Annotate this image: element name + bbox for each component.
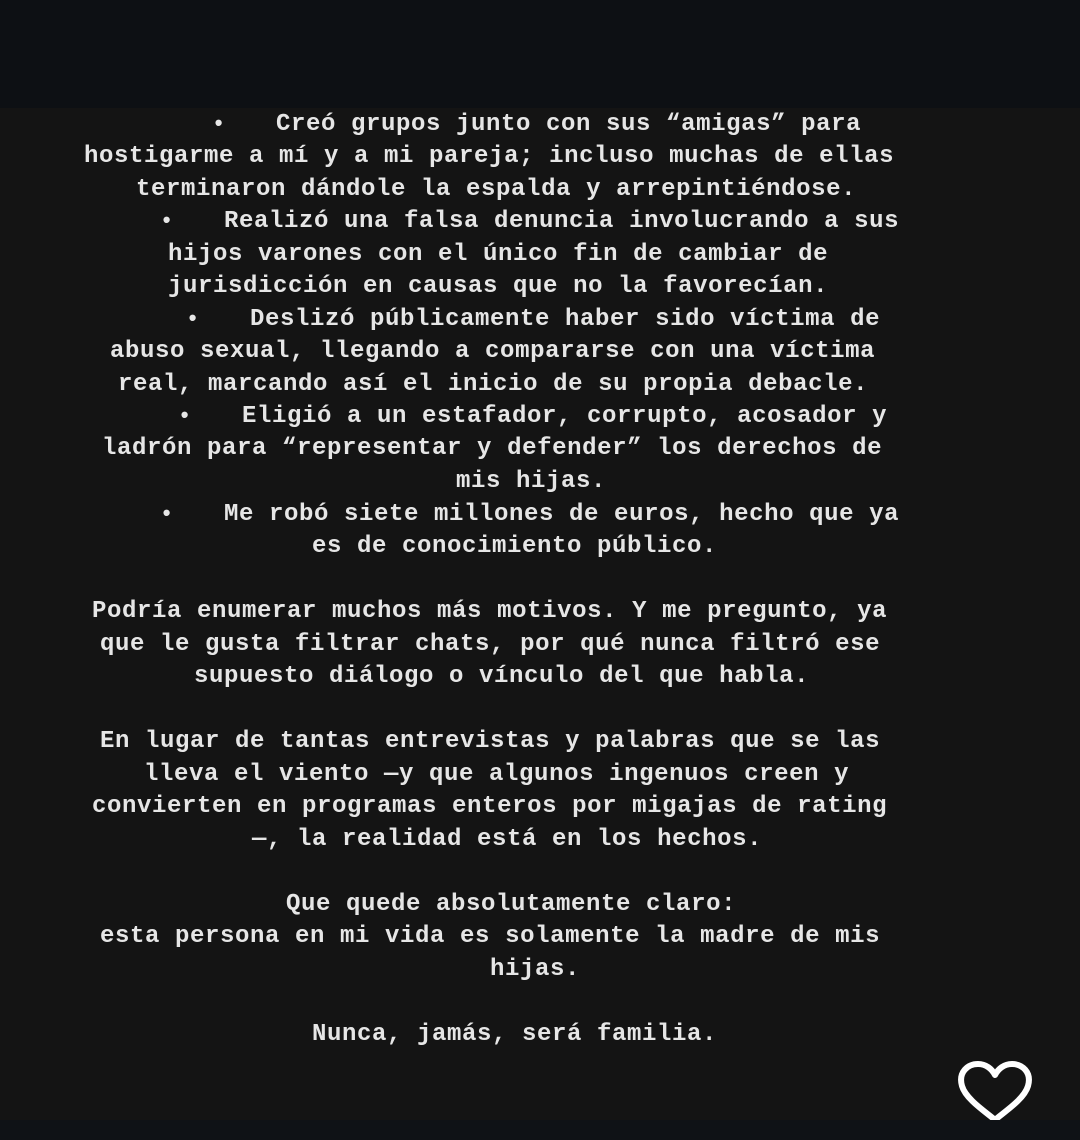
bullet-marker: •	[186, 307, 200, 332]
bullet-text: es de conocimiento público.	[312, 533, 718, 560]
paragraph-line	[0, 823, 1080, 856]
bullet-text: jurisdicción en causas que no la favorecían.	[168, 273, 829, 300]
bullet-text: Me robó siete millones de euros, hecho que ya	[224, 501, 900, 528]
bullet-text: Creó grupos junto con sus “amigas” para	[276, 111, 862, 138]
paragraph-line	[0, 758, 1080, 791]
heart-outline-icon	[956, 1060, 1034, 1126]
paragraph-text: hijas.	[490, 956, 581, 983]
paragraph-line	[0, 660, 1080, 693]
paragraph-line	[0, 725, 1080, 758]
paragraph-text: supuesto diálogo o vínculo del que habla.	[194, 663, 810, 690]
paragraph-text: esta persona en mi vida es solamente la madre de mis	[100, 923, 881, 950]
bullet-line	[0, 335, 1080, 368]
bullet-marker: •	[178, 404, 192, 429]
bullet-line	[0, 498, 1080, 531]
bullet-text: hijos varones con el único fin de cambiar de	[168, 241, 829, 268]
bullet-line	[0, 108, 1080, 141]
bullet-text: real, marcando así el inicio de su propia debacle.	[118, 371, 869, 398]
paragraph-line	[0, 953, 1080, 986]
paragraph-text: Nunca, jamás, será familia.	[312, 1021, 718, 1048]
bullet-text: hostigarme a mí y a mi pareja; incluso muchas de ellas	[84, 143, 895, 170]
paragraph-line	[0, 595, 1080, 628]
bullet-text: Eligió a un estafador, corrupto, acosador y	[242, 403, 888, 430]
bullet-line	[0, 465, 1080, 498]
bullet-text: ladrón para “representar y defender” los derechos de	[102, 435, 883, 462]
paragraph-line	[0, 1018, 1080, 1051]
bullet-line	[0, 368, 1080, 401]
paragraph-text: Podría enumerar muchos más motivos. Y me pregunto, ya	[92, 598, 888, 625]
bullet-line	[0, 140, 1080, 173]
paragraph-line	[0, 628, 1080, 661]
bullet-line	[0, 270, 1080, 303]
bullet-marker: •	[160, 502, 174, 527]
paragraph-text: que le gusta filtrar chats, por qué nunca filtró ese	[100, 631, 881, 658]
bullet-marker: •	[212, 112, 226, 137]
bullet-text: abuso sexual, llegando a compararse con una víctima	[110, 338, 876, 365]
paragraph-text: Que quede absolutamente claro:	[286, 891, 737, 918]
bullet-line	[0, 400, 1080, 433]
bullet-line	[0, 238, 1080, 271]
paragraph-line	[0, 920, 1080, 953]
like-button[interactable]	[956, 1060, 1034, 1126]
paragraph-text: En lugar de tantas entrevistas y palabras que se las	[100, 728, 881, 755]
bullet-text: terminaron dándole la espalda y arrepintiéndose.	[136, 176, 857, 203]
bullet-text: Deslizó públicamente haber sido víctima de	[250, 306, 881, 333]
bullet-line	[0, 530, 1080, 563]
bullet-line	[0, 303, 1080, 336]
bottom-frame	[0, 1120, 1080, 1140]
bullet-line	[0, 205, 1080, 238]
bullet-text: Realizó una falsa denuncia involucrando a sus	[224, 208, 900, 235]
bullet-text: mis hijas.	[456, 468, 607, 495]
paragraph-text: convierten en programas enteros por migajas de rating	[92, 793, 888, 820]
story-text-panel	[0, 108, 1080, 1120]
bullet-marker: •	[160, 209, 174, 234]
paragraph-text: lleva el viento —y que algunos ingenuos creen y	[144, 761, 850, 788]
paragraph-line	[0, 888, 1080, 921]
paragraph-text: —, la realidad está en los hechos.	[252, 826, 763, 853]
paragraph-line	[0, 790, 1080, 823]
bullet-line	[0, 432, 1080, 465]
bullet-line	[0, 173, 1080, 206]
